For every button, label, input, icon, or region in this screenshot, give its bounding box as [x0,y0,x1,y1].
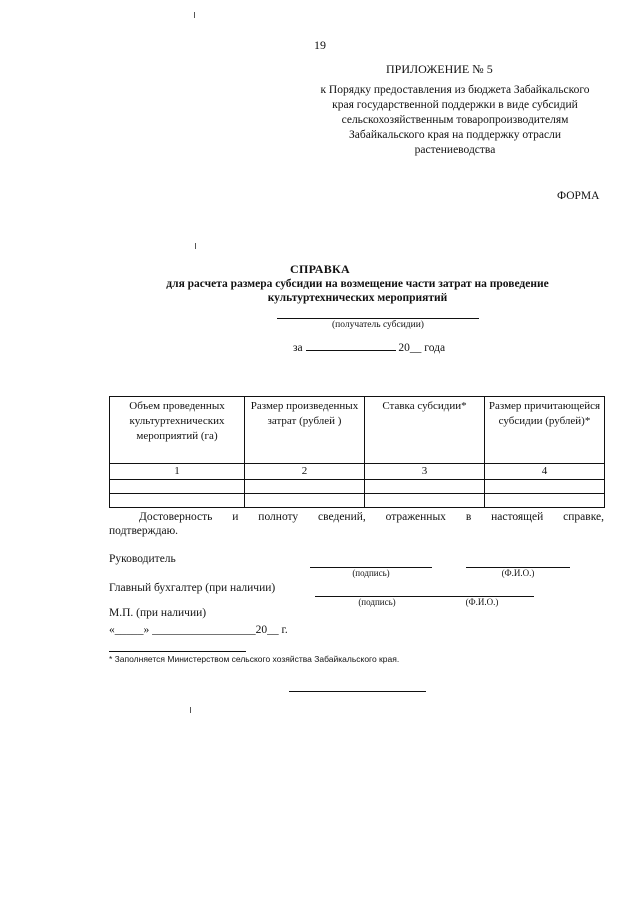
confirmation-line-2: подтверждаю. [109,525,179,537]
date-field[interactable]: «_____» __________________20__ г. [109,624,288,636]
recipient-caption: (получатель субсидии) [332,320,424,330]
scan-mark [190,707,191,713]
scan-mark [195,243,196,249]
table-row [110,494,605,508]
order-line: Забайкальского края на поддержку отрасли [349,129,561,141]
period-year: 20__ года [398,342,446,354]
accountant-signature-caption: (подпись) [358,597,396,607]
table-cell[interactable] [485,480,605,494]
head-name-caption: (Ф.И.О.) [501,568,535,578]
document-title: СПРАВКА [290,262,350,276]
end-divider [289,691,426,692]
accountant-name-caption: (Ф.И.О.) [465,597,499,607]
form-label: ФОРМА [557,190,600,202]
confirmation-text [109,509,604,525]
table-cell[interactable] [110,494,245,508]
column-number: 1 [110,464,245,480]
recipient-field[interactable] [277,318,479,319]
footnote: * Заполняется Министерством сельского хозяйства Забайкальского края. [109,654,400,664]
appendix-title: ПРИЛОЖЕНИЕ № 5 [386,62,493,76]
subsidy-table [109,396,605,508]
header-rate: Ставка субсидии* [365,397,485,464]
column-number: 2 [245,464,365,480]
head-label: Руководитель [109,553,176,565]
order-line: края государственной поддержки в виде субсидий [332,99,578,111]
document-subtitle [130,277,585,305]
period-field[interactable] [306,340,396,351]
table-cell[interactable] [110,480,245,494]
subtitle-line: культуртехнических мероприятий [267,292,448,304]
footnote-divider [109,651,246,652]
header-costs: Размер произведенных затрат (рублей ) [245,397,365,464]
order-line: к Порядку предоставления из бюджета Забайкальского [320,84,590,96]
order-line: растениеводства [414,144,496,156]
column-number-row [110,464,605,480]
table-cell[interactable] [245,494,365,508]
table-cell[interactable] [485,494,605,508]
table-row [110,480,605,494]
column-number: 3 [365,464,485,480]
table-cell[interactable] [365,480,485,494]
header-subsidy: Размер причитающейся субсидии (рублей)* [485,397,605,464]
header-volume: Объем проведенных культуртехнических мероприятий (га) [110,397,245,464]
subtitle-line: для расчета размера субсидии на возмещение части затрат на проведение [166,278,549,290]
accountant-label: Главный бухгалтер (при наличии) [109,582,276,594]
order-line: сельскохозяйственным товаропроизводителям [341,114,569,126]
table-header-row [110,397,605,464]
period-line [293,340,445,354]
page-number: 19 [314,38,326,52]
column-number: 4 [485,464,605,480]
confirmation-line: Достоверность и полноту сведений, отраженных в настоящей справке, [139,511,604,523]
period-prefix: за [293,342,303,354]
scan-mark [194,12,195,18]
table-cell[interactable] [245,480,365,494]
table-cell[interactable] [365,494,485,508]
stamp-label: М.П. (при наличии) [109,607,207,619]
head-signature-caption: (подпись) [352,568,390,578]
order-reference [282,83,628,158]
